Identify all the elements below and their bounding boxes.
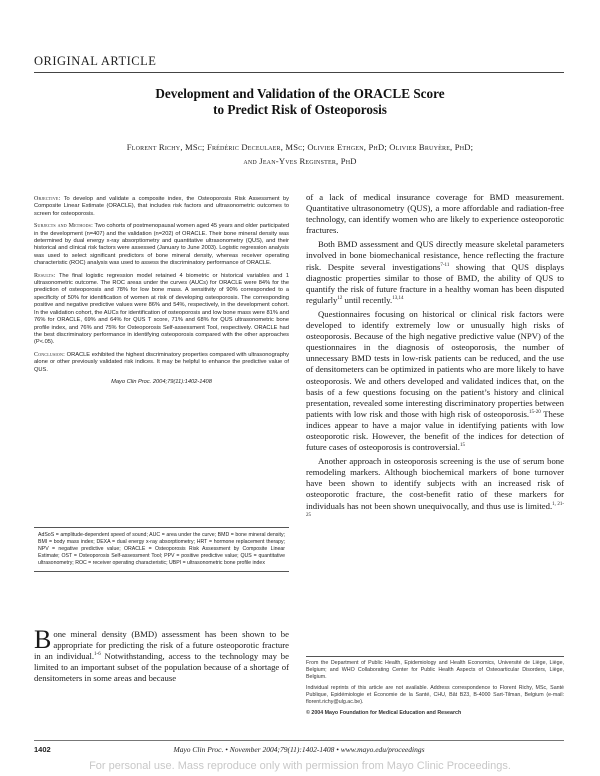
body-paragraph-2: Both BMD assessment and QUS directly measure skeletal parameters involved in bone biomechanical resistance, hence reflecting the fracture risk. Despite several investigations$^{7-11}$ showing that QUS displays diagnostic properties similar to those of BMD, the ability of QUS to quantify the risk of future fracture in a healthy woman has been disputed regularly$^{12}$ until recently.$^{13,14}$: [306, 239, 564, 305]
reprints-note: Individual reprints of this article are not available. Address correspondence to Florent Richy, MSc, Santé Publique, Epidémiologie et Économie de la Santé, CHU, Bât B23, B-4000 Sart-Tilman, Belgium (e-mail: florent.richy@ulg.ac.be).: [306, 685, 564, 705]
objective-text: To develop and validate a composite index, the Osteoporosis Risk Assessment by Composite Linear Estimate (ORACLE), that includes risk factors and ultrasonometric outcomes to screen for osteoporosis.: [34, 196, 289, 217]
abbreviations-box: AdSoS = amplitude-dependent speed of sound; AUC = area under the curve; BMD = bone mineral density; BMI = body mass index; DEXA = dual energy x-ray absorptiometry; HRT = hormone replacement therapy; NPV = negative predictive value; ORACLE = Osteoporosis Risk Assessment by Composite Linear Estimate; OST = Osteoporosis Self-assessment Tool; PPV = positive predictive value; QUS = quantitative ultrasonometry; ROC = receiver operating characteristic; UBPI = ultrasonometric bone profile index: [34, 527, 289, 572]
results-text: The final logistic regression model retained 4 biometric or historical variables and 1 ultrasonometric outcome. The ROC areas under the curves (AUCs) for ORACLE were 84% for the prediction of osteoporosis and 78% for low bone mass. A sensitivity of 90% corresponded to a specificity of 50% for identification of women at risk of developing osteoporosis. The corresponding positive and negative predictive values were 86% and 54%, respectively, in the development cohort. In the validation cohort, the AUCs for identification of osteoporosis and low bone mass were 81% and 76% for ORACLE, 69% and 64% for QUS T score, 71% and 68% for QUS ultrasonometric bone profile index, and 76% and 75% for Osteoporosis Self-assessment Tool, respectively. ORACLE had the best discriminatory performance in identifying osteoporosis compared with the other approaches (P<.05).: [34, 272, 289, 346]
reference: 1-6: [94, 652, 101, 658]
intro-paragraph: Bone mineral density (BMD) assessment has been shown to be appropriate for predicting the risk of a future osteoporotic fracture in an individual.$^{1-6}$ Notwithstanding, access to the technology may be limited to an important subset of the population because of a shortage of densitometers in some areas and because: [34, 625, 290, 684]
results-label: Results:: [34, 272, 56, 279]
conclusion-label: Conclusion:: [34, 351, 65, 358]
page-number: 1402: [34, 745, 51, 754]
footer-divider: [34, 740, 564, 741]
abstract-objective: [34, 196, 289, 218]
affiliation-from: From the Department of Public Health, Epidemiology and Health Economics, Université de Liège, Liège, Belgium; and WHO Collaborating Center for Public Health Aspects of Osteoarticular Disorders, Liège, Belgium.: [306, 660, 564, 680]
watermark: For personal use. Mass reproduce only with permission from Mayo Clinic Proceedings.: [89, 760, 511, 772]
article-title: [60, 86, 540, 118]
author-list: [60, 140, 540, 168]
authors-line-2: and Jean-Yves Reginster, PhD: [243, 156, 357, 166]
section-divider: [34, 72, 564, 73]
objective-label: Objective:: [34, 196, 61, 202]
section-label: ORIGINAL ARTICLE: [34, 54, 157, 68]
body-paragraph-1: of a lack of medical insurance coverage for BMD measurement. Quantitative ultrasonometry (QUS), a more affordable and radiation-free technology, can identify women who are likely to experience osteoporotic fractures.: [306, 192, 564, 236]
reference: 15-20: [529, 409, 541, 415]
abstract-methods: [34, 223, 289, 267]
title-line-1: Development and Validation of the ORACLE Score: [155, 86, 445, 101]
reference: 15: [459, 443, 465, 449]
affiliation-divider: [306, 656, 564, 657]
abstract: [34, 196, 289, 386]
abstract-conclusion: [34, 352, 289, 374]
journal-info: Mayo Clin Proc. • November 2004;79(11):1402-1408 • www.mayo.edu/proceedings: [173, 745, 425, 754]
reference: 13,14: [392, 295, 404, 301]
copyright: © 2004 Mayo Foundation for Medical Education and Research: [306, 710, 462, 716]
authors-line-1: Florent Richy, MSc; Frédéric Deceulaer, MSc; Olivier Ethgen, PhD; Olivier Bruyère, PhD;: [126, 142, 474, 152]
body-paragraph-4: Another approach in osteoporosis screening is the use of serum bone remodeling markers. Although biochemical markers of bone turnover have been shown to identify subjects with an increased risk of osteoporotic fracture, the cost-benefit ratio of these markers for individuals has not been shown unequivocally, and thus use is limited.$^{1, 21-25}$: [306, 456, 564, 518]
reference: 7-11: [440, 262, 450, 268]
drop-cap: B: [34, 625, 52, 654]
abstract-results: [34, 273, 289, 347]
reference: 1, 21-25: [306, 501, 564, 518]
body-paragraph-3: Questionnaires focusing on historical or clinical risk factors were developed to identify extremely low or unusually high risks of osteoporosis. Because of the high negative predictive value (NPV) of the questionnaires in the diagnosis of osteoporosis, the number of unnecessary BMD tests in low-risk patients can be reduced, and the use of densitometers can be optimized in patients who are more likely to have osteoporosis. We and others developed and validated indices that, on the basis of a few questions focusing on the patient’s history and clinical presentation, revealed some interesting discriminatory properties between patients with low risk and those with high risk of osteoporosis.$^{15-20}$ These indices appear to have a major value in identifying patients with low osteoporotic risk. However, the benefit of the indices for detection of future cases of osteoporosis is controversial.$^{15}$: [306, 308, 564, 453]
citation: Mayo Clin Proc. 2004;79(11):1402-1408: [111, 378, 212, 385]
title-line-2: to Predict Risk of Osteoporosis: [213, 102, 387, 117]
affiliation-notes: [306, 660, 564, 721]
reference: 12: [337, 295, 343, 301]
methods-label: Subjects and Methods:: [34, 223, 93, 230]
body-column-right: [306, 192, 564, 526]
methods-text: Two cohorts of postmenopausal women aged 45 years and older participated in the development (n=407) and the validation (n=202) of ORACLE. Their bone mineral density was determined by dual energy x-ray absorptiometry and quantitative ultrasonometry (QUS), and their historical and clinical risk factors were assessed (January to June 2003). Logistic regression analysis was used to select significant predictors of bone mineral density, whereas receiver operating characteristic (ROC) analysis was used to assess the discriminatory performance of ORACLE.: [34, 223, 290, 267]
conclusion-text: ORACLE exhibited the highest discriminatory properties compared with ultrasonography alone or other previously validated risk indices. It may be helpful to enhance the predictive value of QUS.: [34, 351, 289, 373]
body-column-left: [34, 625, 290, 684]
